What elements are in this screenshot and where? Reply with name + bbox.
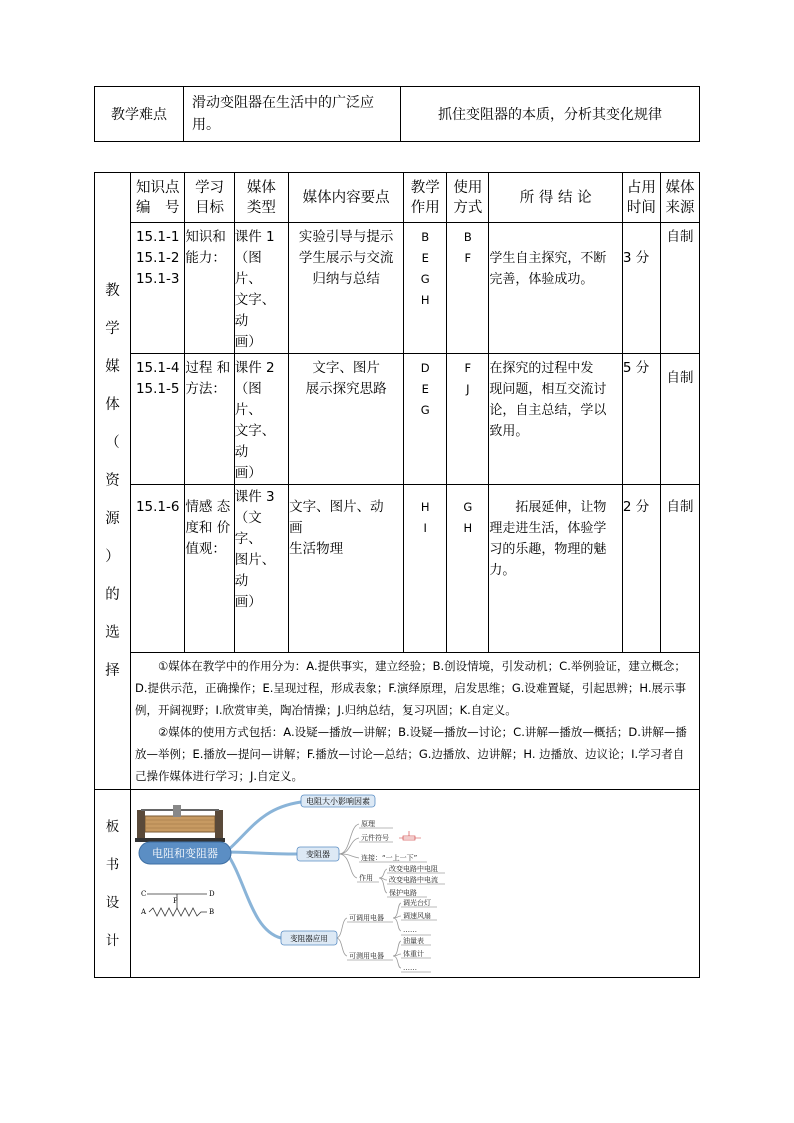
item-effect: 作用 xyxy=(359,874,373,882)
row-ids: 15.1-1 15.1-2 15.1-3 xyxy=(131,223,185,354)
row-conclusion: 在探究的过程中发 现问题，相互交流讨 论，自主总结，学以 致用。 xyxy=(489,354,623,485)
header-type: 媒体 类型 xyxy=(234,173,288,223)
item-symbol: 元件符号 xyxy=(361,834,389,842)
table-row xyxy=(95,223,700,354)
svg-text:A: A xyxy=(141,908,147,916)
svg-text:P: P xyxy=(173,897,178,905)
adjust-fan: 调速风扇 xyxy=(403,912,431,920)
notes-row xyxy=(95,653,700,790)
row-use: F J xyxy=(447,354,489,485)
row-role: D E G xyxy=(404,354,447,485)
measure-scale: 体重计 xyxy=(403,950,424,958)
item-measurable: 可测用电器 xyxy=(349,952,384,960)
header-role: 教学 作用 xyxy=(404,173,447,223)
row-conclusion: 学生自主探究，不断 完善，体验成功。 xyxy=(489,223,623,354)
header-conclusion: 所 得 结 论 xyxy=(489,173,623,223)
header-use: 使用 方式 xyxy=(447,173,489,223)
item-connect: 连接：“一上一下” xyxy=(361,854,418,862)
row-type: 课件 2 （图片、 文字、动 画） xyxy=(234,354,288,485)
node-rheostat-label: 变阻器 xyxy=(306,850,330,859)
table-row xyxy=(95,354,700,485)
effect-change-current: 改变电路中电流 xyxy=(389,876,438,884)
component-symbol-icon xyxy=(399,831,421,840)
table-row xyxy=(95,485,700,653)
board-cell xyxy=(131,790,700,978)
node-rheostat-application-label: 变阻器应用 xyxy=(290,934,328,943)
row-goal: 情感 态 度和 价 值观： xyxy=(185,485,234,653)
row-use: G H xyxy=(447,485,489,653)
rheostat-picture xyxy=(135,805,225,842)
svg-text:C: C xyxy=(141,890,147,898)
row-ids: 15.1-6 xyxy=(131,485,185,653)
row-goal: 知识和 能力： xyxy=(185,223,234,354)
svg-text:D: D xyxy=(209,890,215,898)
measure-oil-gauge: 油量表 xyxy=(403,937,424,945)
row-content: 文字、图片 展示探究思路 xyxy=(289,354,404,485)
board-side-label: 板 书 设 计 xyxy=(95,790,131,978)
row-role: B E G H xyxy=(404,223,447,354)
row-source: 自制 xyxy=(660,354,699,485)
adjust-lamp: 调光台灯 xyxy=(403,899,431,907)
row-source: 自制 xyxy=(660,485,699,653)
row-use: B F xyxy=(447,223,489,354)
row-role: H I xyxy=(404,485,447,653)
row-type: 课件 1 （图片、 文字、动 画） xyxy=(234,223,288,354)
mind-map xyxy=(131,790,699,976)
media-header-row xyxy=(95,173,700,223)
difficulty-content: 滑动变阻器在生活中的广泛应用。 xyxy=(184,87,401,142)
effect-protect-circuit: 保护电路 xyxy=(389,889,417,897)
header-source: 媒体 来源 xyxy=(660,173,699,223)
svg-text:B: B xyxy=(209,908,215,916)
row-time: 5 分 xyxy=(622,354,660,485)
row-conclusion: 拓展延伸，让物 理走进生活，体验学 习的乐趣，物理的魅 力。 xyxy=(489,485,623,653)
item-principle: 原理 xyxy=(361,820,375,828)
item-adjustable: 可调用电器 xyxy=(349,914,384,922)
board-row xyxy=(95,790,700,978)
adjust-more: …… xyxy=(403,926,417,934)
row-time: 3 分 xyxy=(622,223,660,354)
media-table xyxy=(94,172,700,978)
note-usages: ②媒体的使用方式包括：A.设疑—播放—讲解；B.设疑—播放—讨论；C.讲解—播放—概括；D.讲解—播放—举例；E.播放—提问—讲解；F.播放—讨论—总结；G.边播放、边讲解；H. 边播放、边议论；I.学习者自己操作媒体进行学习；J.自定义。 xyxy=(135,725,687,783)
row-goal: 过程 和 方法： xyxy=(185,354,234,485)
header-content: 媒体内容要点 xyxy=(289,173,404,223)
row-type: 课件 3 （文字、 图片、动 画） xyxy=(234,485,288,653)
row-time: 2 分 xyxy=(622,485,660,653)
notes-cell xyxy=(131,653,700,790)
row-content: 实验引导与提示 学生展示与交流 归纳与总结 xyxy=(289,223,404,354)
header-time: 占用 时间 xyxy=(622,173,660,223)
effect-change-resistance: 改变电路中电阻 xyxy=(389,865,438,873)
header-goal: 学习 目标 xyxy=(185,173,234,223)
difficulty-table xyxy=(94,86,700,142)
circuit-symbol-picture xyxy=(140,890,215,916)
difficulty-label: 教学难点 xyxy=(95,87,184,142)
row-ids: 15.1-4 15.1-5 xyxy=(131,354,185,485)
center-node-label: 电阻和变阻器 xyxy=(152,847,218,860)
header-id: 知识点 编 号 xyxy=(131,173,185,223)
note-roles: ①媒体在教学中的作用分为：A.提供事实，建立经验；B.创设情境，引发动机；C.举例验证，建立概念；D.提供示范，正确操作；E.呈现过程，形成表象；F.演绎原理，启发思维；G.设难置疑，引起思辨；H.展示事例，开阔视野；I.欣赏审美，陶冶情操；J.归纳总结，复习巩固；K.自定义。 xyxy=(135,659,687,717)
media-side-label: 教 学 媒 体 （ 资 源 ） 的 选 择 xyxy=(95,173,131,790)
row-source: 自制 xyxy=(660,223,699,354)
row-content: 文字、图片、动 画 生活物理 xyxy=(289,485,404,653)
difficulty-method: 抓住变阻器的本质，分析其变化规律 xyxy=(401,87,700,142)
node-resistance-factors-label: 电阻大小影响因素 xyxy=(306,797,370,806)
measure-more: …… xyxy=(403,964,417,972)
